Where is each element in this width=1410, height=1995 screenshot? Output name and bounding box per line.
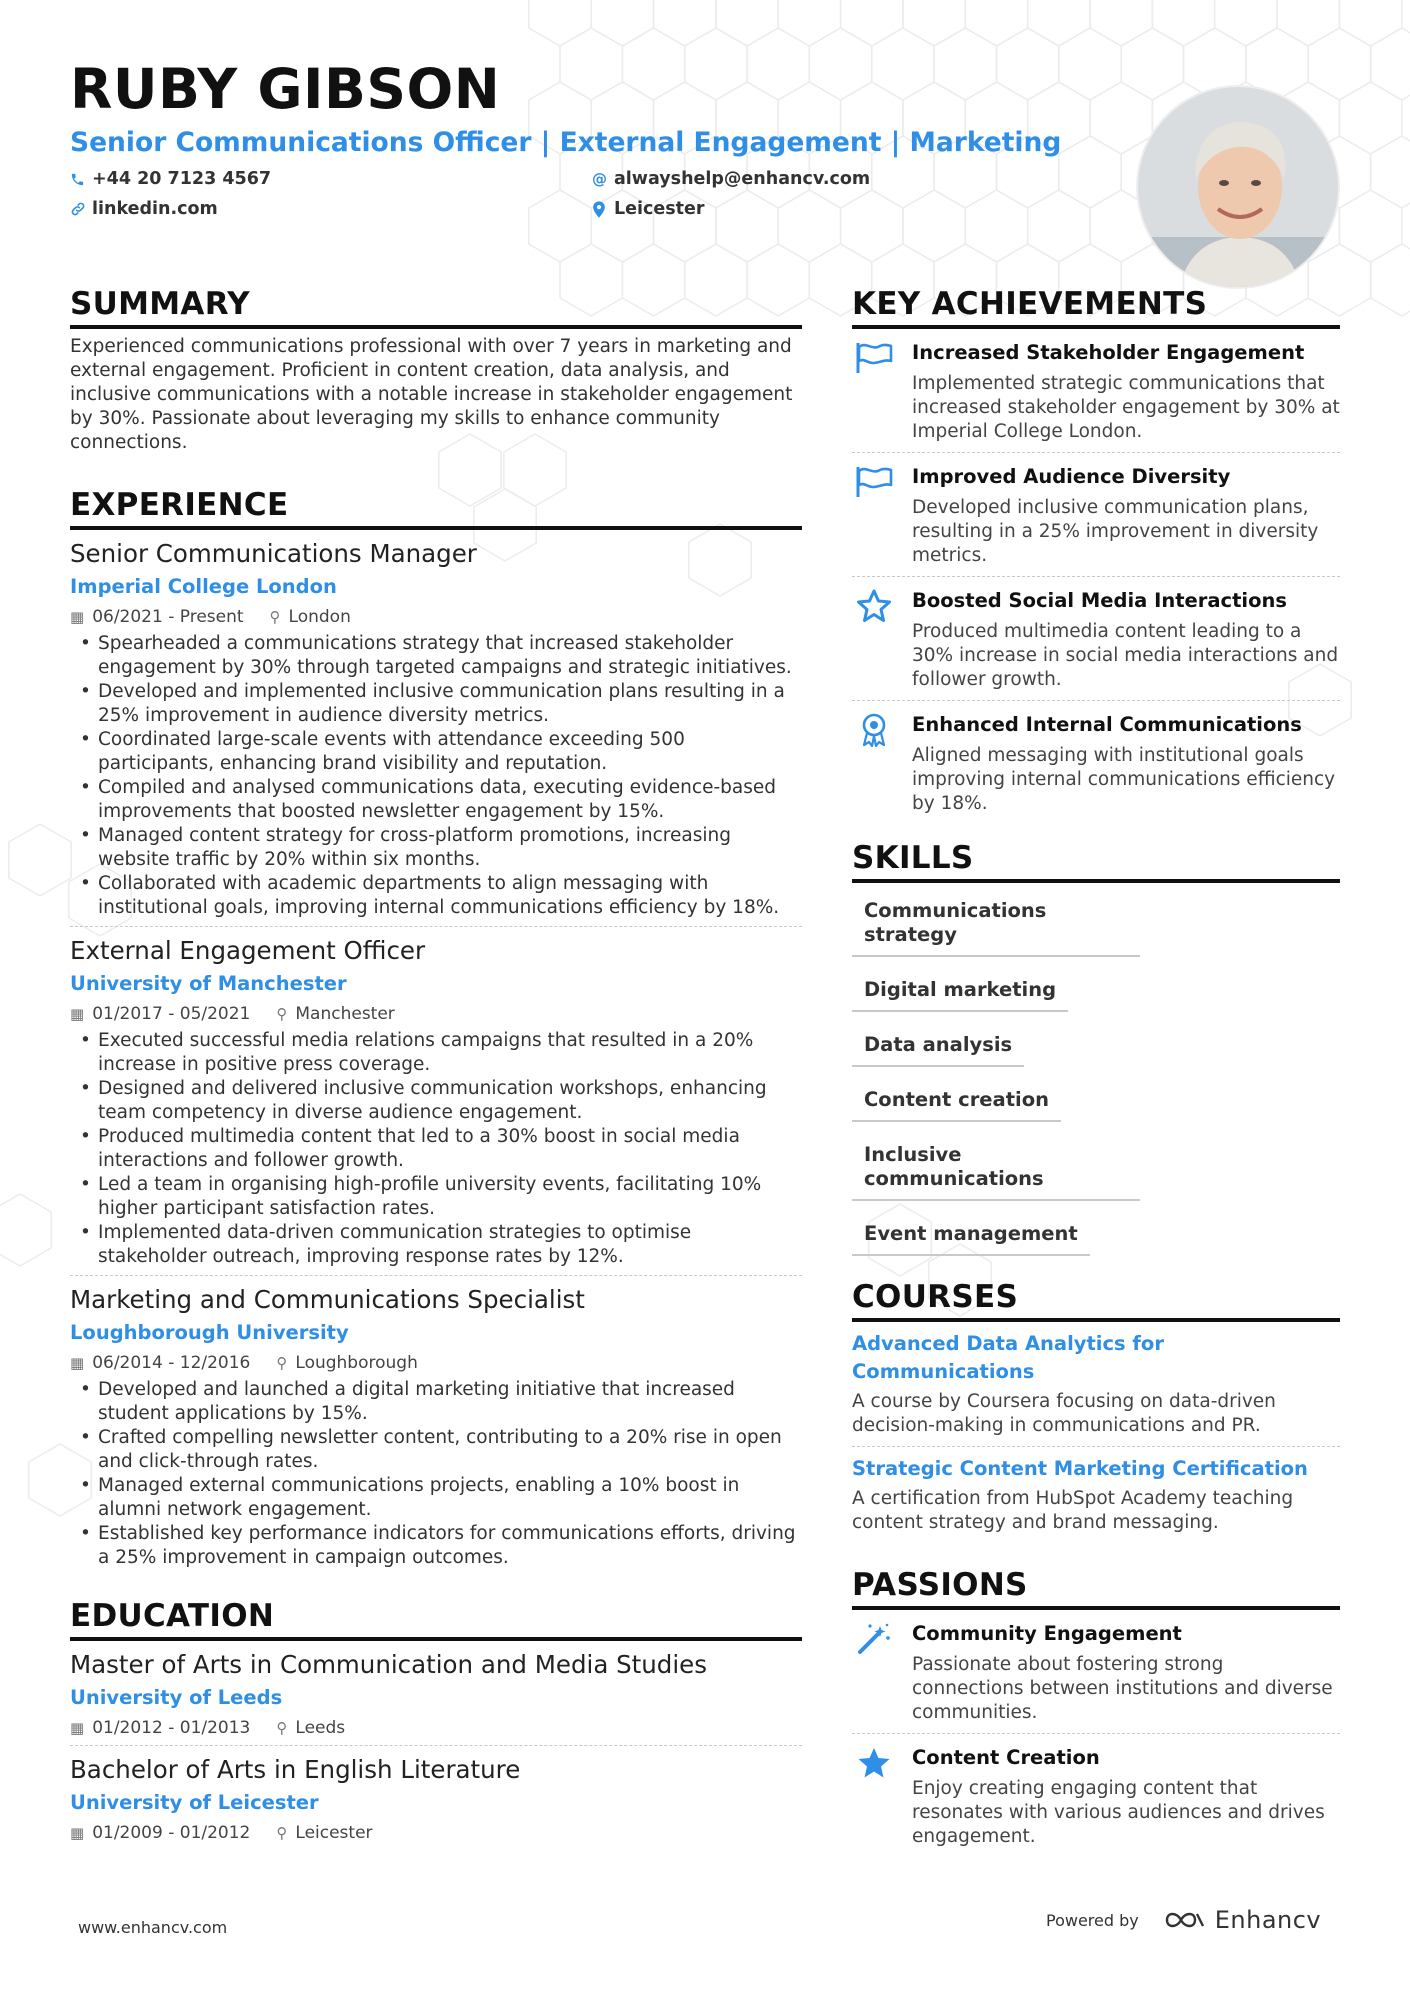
list-item: • Implemented data-driven communication strategies to optimise stakeholder outreach, improving response rates by 12%.: [70, 1221, 802, 1269]
list-item: • Designed and delivered inclusive communication workshops, enhancing team competency in diverse audience engagement.: [70, 1077, 802, 1125]
candidate-name: RUBY GIBSON: [70, 57, 501, 121]
powered-by-text: Powered by: [1046, 1910, 1139, 1930]
course-title[interactable]: Advanced Data Analytics for Communications: [852, 1332, 1164, 1383]
achievement-desc: Aligned messaging with institutional goals improving internal communications efficiency by 18%.: [912, 745, 1336, 814]
course-item: [852, 1330, 1340, 1447]
list-item: • Coordinated large-scale events with attendance exceeding 500 participants, enhancing brand visibility and reputation.: [70, 728, 802, 776]
summary-text: Experienced communications professional with over 7 years in marketing and external engagement. Proficient in content creation, data analysis, and inclusive communications with a notable increase in stakeholder engagement by 30%. Passionate about leveraging my skills to enhance community connections.: [70, 336, 793, 453]
list-item: • Managed content strategy for cross-platform promotions, increasing website traffic by 20% within six months.: [70, 824, 802, 872]
contact-info: [70, 166, 1110, 222]
star-filled-icon: [854, 1746, 894, 1780]
company-name[interactable]: University of Manchester: [70, 972, 347, 995]
list-item: • Developed and launched a digital marketing initiative that increased student applications by 15%.: [70, 1378, 802, 1426]
achievement-desc: Developed inclusive communication plans, resulting in a 25% improvement in diversity metrics.: [912, 497, 1319, 566]
achievement-title: Enhanced Internal Communications: [912, 713, 1302, 736]
passion-title: Community Engagement: [912, 1622, 1182, 1645]
calendar-icon: ▦: [70, 1719, 85, 1737]
list-item: • Executed successful media relations campaigns that resulted in a 20% increase in positive press coverage.: [70, 1029, 802, 1077]
right-column: [852, 284, 1340, 1857]
company-name[interactable]: Loughborough University: [70, 1321, 349, 1344]
education-dates: 01/2012 - 01/2013: [92, 1718, 251, 1738]
skill-tag: Event management: [852, 1214, 1090, 1256]
skill-tag: Communications strategy: [852, 891, 1140, 957]
calendar-icon: ▦: [70, 1005, 85, 1023]
list-item: • Produced multimedia content that led to a 30% boost in social media interactions and follower growth.: [70, 1125, 802, 1173]
education-section: [70, 1596, 802, 1844]
job-title: External Engagement Officer: [70, 936, 426, 965]
powered-by[interactable]: [1046, 1906, 1321, 1934]
enhancv-logo-icon: [1163, 1908, 1207, 1932]
list-item: • Collaborated with academic departments to align messaging with institutional goals, improving internal communications efficiency by 18%.: [70, 872, 802, 920]
achievement-title: Increased Stakeholder Engagement: [912, 341, 1305, 364]
education-title: EDUCATION: [70, 1596, 802, 1641]
course-title[interactable]: Strategic Content Marketing Certification: [852, 1457, 1308, 1480]
map-pin-icon: ⚲: [276, 1824, 288, 1842]
flag-icon: [854, 465, 894, 499]
achievement-item: [852, 577, 1340, 701]
experience-title: EXPERIENCE: [70, 485, 802, 530]
achievement-item: [852, 701, 1340, 824]
at-sign-icon: @: [592, 170, 607, 188]
list-item: • Managed external communications projects, enabling a 10% boost in alumni network engagement.: [70, 1474, 802, 1522]
skill-tag: Data analysis: [852, 1025, 1024, 1067]
education-entry: [70, 1754, 802, 1844]
job-bullets: [70, 1029, 802, 1269]
list-item: • Established key performance indicators for communications efforts, driving a 25% improvement in campaign outcomes.: [70, 1522, 802, 1570]
education-location: Leicester: [295, 1823, 373, 1843]
award-ribbon-icon: [854, 713, 894, 747]
calendar-icon: ▦: [70, 1354, 85, 1372]
achievement-desc: Implemented strategic communications that increased stakeholder engagement by 30% at Imperial College London.: [912, 373, 1340, 442]
job-title: Senior Communications Manager: [70, 539, 477, 568]
linkedin-text: linkedin.com: [92, 199, 218, 219]
course-desc: A certification from HubSpot Academy teaching content strategy and brand messaging.: [852, 1488, 1294, 1533]
job-location: Manchester: [295, 1004, 395, 1024]
summary-title: SUMMARY: [70, 284, 802, 329]
skill-tag: Digital marketing: [852, 970, 1068, 1012]
map-pin-icon: ⚲: [269, 608, 281, 626]
phone-text: +44 20 7123 4567: [92, 169, 272, 189]
email-text: alwayshelp@enhancv.com: [614, 169, 871, 189]
degree-title: Bachelor of Arts in English Literature: [70, 1755, 521, 1784]
phone-contact[interactable]: [70, 166, 592, 192]
footer-website[interactable]: www.enhancv.com: [78, 1918, 228, 1937]
course-item: [852, 1455, 1340, 1543]
job-title: Marketing and Communications Specialist: [70, 1285, 585, 1314]
achievements-title: KEY ACHIEVEMENTS: [852, 284, 1340, 329]
calendar-icon: ▦: [70, 1824, 85, 1842]
school-name[interactable]: University of Leicester: [70, 1791, 319, 1814]
location-contact: [592, 196, 1092, 222]
skills-section: [852, 838, 1340, 1269]
education-meta: [70, 1717, 802, 1739]
calendar-icon: ▦: [70, 608, 85, 626]
skill-tag: Content creation: [852, 1080, 1061, 1122]
experience-entry: [70, 935, 802, 1276]
achievement-item: [852, 453, 1340, 577]
brand-name: Enhancv: [1214, 1906, 1322, 1934]
job-location: Loughborough: [295, 1353, 418, 1373]
achievement-item: [852, 329, 1340, 453]
map-pin-icon: [592, 201, 614, 218]
achievements-section: [852, 284, 1340, 824]
job-bullets: [70, 632, 802, 920]
email-contact[interactable]: [592, 166, 1092, 192]
courses-section: [852, 1277, 1340, 1543]
achievement-title: Improved Audience Diversity: [912, 465, 1231, 488]
passions-title: PASSIONS: [852, 1565, 1340, 1610]
location-text: Leicester: [614, 199, 705, 219]
achievement-desc: Produced multimedia content leading to a 30% increase in social media interactions and follower growth.: [912, 621, 1339, 690]
flag-icon: [854, 341, 894, 375]
education-meta: [70, 1822, 802, 1844]
candidate-headline: Senior Communications Officer | External Engagement | Marketing: [70, 127, 1062, 158]
job-dates: 06/2021 - Present: [92, 607, 244, 627]
skill-tag: Inclusive communications: [852, 1135, 1140, 1201]
list-item: • Spearheaded a communications strategy that increased stakeholder engagement by 30% through targeted campaigns and strategic initiatives.: [70, 632, 802, 680]
passion-item: [852, 1734, 1340, 1857]
job-meta: [70, 606, 802, 628]
passion-desc: Enjoy creating engaging content that resonates with various audiences and drives engagement.: [912, 1778, 1325, 1847]
passion-item: [852, 1610, 1340, 1734]
left-column: [70, 284, 802, 1844]
degree-title: Master of Arts in Communication and Media Studies: [70, 1650, 707, 1679]
link-icon: [70, 201, 92, 217]
experience-entry: [70, 1284, 802, 1570]
school-name[interactable]: University of Leeds: [70, 1686, 283, 1709]
map-pin-icon: ⚲: [276, 1005, 288, 1023]
course-desc: A course by Coursera focusing on data-driven decision-making in communications and PR.: [852, 1391, 1276, 1436]
avatar: [1136, 85, 1340, 289]
magic-wand-icon: [854, 1622, 894, 1656]
linkedin-contact[interactable]: [70, 196, 592, 222]
job-dates: 06/2014 - 12/2016: [92, 1353, 251, 1373]
list-item: • Led a team in organising high-profile university events, facilitating 10% higher participant satisfaction rates.: [70, 1173, 802, 1221]
phone-icon: [70, 172, 92, 187]
job-meta: [70, 1003, 802, 1025]
passions-section: [852, 1565, 1340, 1857]
star-outline-icon: [854, 589, 894, 623]
map-pin-icon: ⚲: [276, 1354, 288, 1372]
passion-title: Content Creation: [912, 1746, 1100, 1769]
list-item: • Developed and implemented inclusive communication plans resulting in a 25% improvement in audience diversity metrics.: [70, 680, 802, 728]
achievement-title: Boosted Social Media Interactions: [912, 589, 1288, 612]
list-item: • Crafted compelling newsletter content, contributing to a 20% rise in open and click-through rates.: [70, 1426, 802, 1474]
summary-section: [70, 284, 802, 455]
education-dates: 01/2009 - 01/2012: [92, 1823, 251, 1843]
resume-header: [70, 56, 1110, 222]
passion-desc: Passionate about fostering strong connections between institutions and diverse communities.: [912, 1654, 1333, 1723]
map-pin-icon: ⚲: [276, 1719, 288, 1737]
job-location: London: [288, 607, 351, 627]
experience-entry: [70, 538, 802, 927]
list-item: • Compiled and analysed communications data, executing evidence-based improvements that boosted newsletter engagement by 15%.: [70, 776, 802, 824]
job-bullets: [70, 1378, 802, 1570]
job-dates: 01/2017 - 05/2021: [92, 1004, 251, 1024]
company-name[interactable]: Imperial College London: [70, 575, 337, 598]
job-meta: [70, 1352, 802, 1374]
education-entry: [70, 1649, 802, 1746]
skills-list: [852, 891, 1340, 1269]
experience-section: [70, 485, 802, 1570]
skills-title: SKILLS: [852, 838, 1340, 883]
courses-title: COURSES: [852, 1277, 1340, 1322]
education-location: Leeds: [295, 1718, 346, 1738]
